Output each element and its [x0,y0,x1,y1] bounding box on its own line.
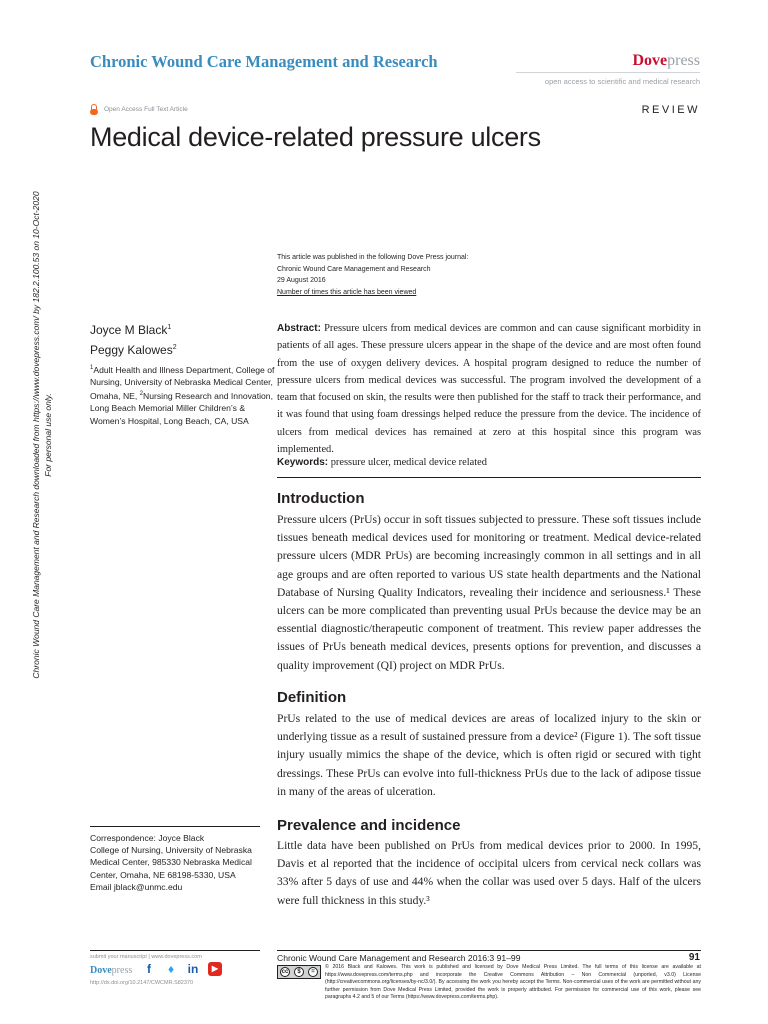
doi-link[interactable]: http://dx.doi.org/10.2147/CWCMR.S82370 [90,980,194,986]
creative-commons-icon[interactable]: cc $ = [277,965,321,979]
keywords-label: Keywords: [277,457,329,468]
open-access-line [90,104,188,115]
footer-journal-ref: Chronic Wound Care Management and Research 2016:3 91–99 [277,953,521,963]
twitter-icon[interactable]: ♦ [167,962,175,976]
section-heading-definition: Definition [277,689,347,706]
author-list [90,319,177,359]
author-2: Peggy Kalowes$^2$ [90,343,177,357]
pubinfo-journal: Chronic Wound Care Management and Research [277,265,431,273]
abstract-divider [277,477,701,478]
publisher-press: press [667,52,700,69]
footer-dovepress-logo[interactable]: Dovepress [90,965,133,976]
linkedin-icon[interactable]: in [187,962,199,976]
section-heading-introduction: Introduction [277,490,365,507]
keywords [277,454,487,471]
correspondence-address: College of Nursing, University of Nebraska Medical Center, 985330 Nebraska Medical Center, Omaha, NE 68198-5330, USA [90,845,252,880]
correspondence-divider [90,826,260,827]
article-title: Medical device-related pressure ulcers [90,122,541,152]
correspondence-name: Correspondence: Joyce Black [90,833,205,843]
open-access-label: Open Access Full Text Article [104,106,188,113]
journal-title: Chronic Wound Care Management and Research [90,52,438,71]
abstract [277,320,701,458]
affiliation-1: Adult Health and Illness Department, College of Nursing, University of Nebraska Medical Center, Omaha, NE, [90,364,275,402]
views-link[interactable]: Number of times this article has been viewed [277,288,417,296]
abstract-text: Pressure ulcers from medical devices are common and can cause significant morbidity in patients of all ages. These pressure ulcers appear in the shape of the device and are most often found from the use of oxygen delivery devices. A hospital program designed to reduce the number of pressure ulcers from medical devices was successful. The program involved the development of a team that focused on skin, the results were then published for the staff to track their performance, and it was found that using foam dressings helped reduce the pressure from the device. The incidence of ulcers from medical devices has remained at zero at this hospital since this program was implemented. [277,323,701,456]
author-1: Joyce M Black$^1$ [90,323,172,337]
open-access-lock-icon [90,104,98,115]
side-note-line2: For personal use only. [43,393,53,477]
correspondence [90,832,275,893]
social-links [142,962,222,976]
section-body-prevalence: Little data have been published on PrUs from medical devices prior to 2000. In 1995, Davis et al reported that the incidence of occipital ulcers from cervical neck collars was 33% after 5 days of use and 44% when the collar was used over 5 days. Half of the ulcers were full thickness in this study.³ [277,839,701,907]
correspondence-email[interactable]: Email jblack@unmc.edu [90,881,183,892]
abstract-label: Abstract: [277,323,321,334]
download-side-note [30,155,90,715]
facebook-icon[interactable]: f [147,962,151,976]
footer-divider-left [90,950,260,951]
publisher-dove: Dove [632,52,668,69]
submit-manuscript-link[interactable]: submit your manuscript | www.dovepress.com [90,954,202,960]
section-body-definition: PrUs related to the use of medical devices are areas of localized injury to the skin or underlying tissue as a result of sustained pressure from a device² (Figure 1). The soft tissue injury usually mimics the shape of the device, which is often rigid or secured with tight dressings. These PrUs can evolve into full-thickness PrUs due to the lack of adipose tissue in many of the areas of ulceration. [277,712,701,798]
publication-info [277,252,468,298]
affiliations: $^1$Adult Health and Illness Department, College of Nursing, University of Nebraska Medical Center, Omaha, NE, $^2$Nursing Research and Innovation, Long Beach Memorial Miller Children’s & Women’s Hospital, Long Beach, CA, USA [90,364,275,426]
affiliation-2: Nursing Research and Innovation, Long Beach Memorial Miller Children’s & Women’s Hospital, Long Beach, CA, USA [90,391,273,426]
header-divider [516,72,700,73]
pubinfo-date: 29 August 2016 [277,277,326,284]
footer-divider-right [277,950,701,951]
section-body-introduction: Pressure ulcers (PrUs) occur in soft tissues subjected to pressure. These soft tissues include tissues beneath medical devices used for monitoring or treatment. Medical device-related pressure ulcers (MDR PrUs) are becoming increasingly common in all settings and in all age groups and are often reported to various US state health departments and the National Database of Nursing Quality Indicators, revealing their incidence and seriousness.¹ These ulcers can be more complicated than preventing usual PrUs because the device may be an essential diagnostic/therapeutic component of treatment. This review paper addresses the issues of PrUs beneath medical devices, presents options for prevention, and discusses a quality improvement (QI) project on MDR PrUs. [277,513,701,672]
publisher-tagline: open access to scientific and medical research [544,77,700,86]
license-text: © 2016 Black and Kalowes. This work is published and licensed by Dove Medical Press Limited. The full terms of this license are available at https://www.dovepress.com/terms.php and incorporate the Creative Commons Attribution – Non Commercial (unported, v3.0) License (http://creativecommons.org/licenses/by-nc/3.0/). By accessing the work you hereby accept the Terms. Non-commercial uses of the work are permitted without any further permission from Dove Medical Press Limited, provided the work is properly attributed. For permission for commercial use of this work, please see paragraphs 4.2 and 5 of our Terms (https://www.dovepress.com/terms.php). [325,964,701,1000]
keywords-text: pressure ulcer, medical device related [328,457,487,468]
page-number: 91 [688,952,700,963]
article-type: REVIEW [641,104,700,116]
publisher-logo [632,52,700,70]
youtube-icon[interactable]: ▶ [208,962,222,976]
side-note-line1: Chronic Wound Care Management and Research downloaded from https://www.dovepress.com/ by 182.2.100.53 on 10-Oct-2020 [31,191,41,679]
pubinfo-line1: This article was published in the following Dove Press journal: [277,254,469,261]
section-heading-prevalence: Prevalence and incidence [277,817,461,834]
